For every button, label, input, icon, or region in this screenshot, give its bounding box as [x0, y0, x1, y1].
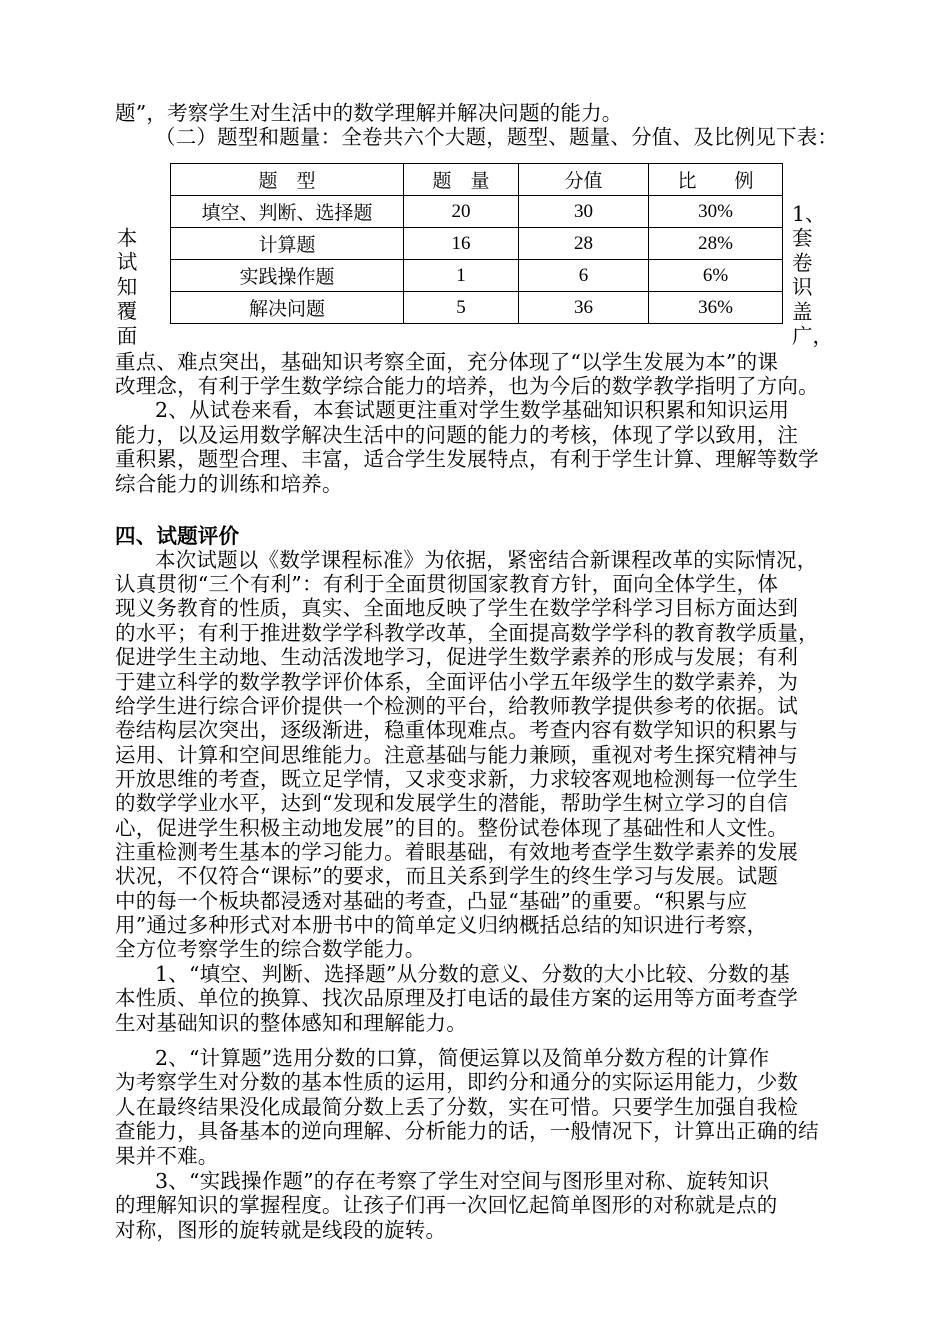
item1-line: 生对基础知识的整体感知和理解能力。 — [115, 1011, 467, 1035]
para-line: 用”通过多种形式对本册书中的简单定义归纳概括总结的知识进行考察， — [115, 913, 768, 937]
para-line: 状况，不仅符合“课标”的要求，而且关系到学生的终生学习与发展。试题 — [115, 864, 779, 888]
wrap-char: 套 — [792, 226, 813, 251]
wrap-left-column — [114, 226, 140, 348]
wrap-char: 1、 — [792, 202, 826, 226]
para-line: 全方位考察学生的综合数学能力。 — [115, 937, 426, 961]
wrap-char: 覆 — [116, 299, 138, 324]
para-line: 心，促进学生积极主动地发展”的目的。整份试卷体现了基础性和人文性。 — [115, 816, 789, 840]
score-table — [170, 163, 783, 324]
para-line: 本次试题以《数学课程标准》为依据，紧密结合新课程改革的实际情况， — [155, 548, 818, 572]
wrap-char: 面 — [116, 323, 138, 348]
header-count: 题 量 — [404, 164, 519, 196]
para-line: 于建立科学的数学教学评价体系，全面评估小学五年级学生的数学素养，为 — [115, 670, 799, 694]
cell-type: 实践操作题 — [171, 260, 404, 292]
item3-line: 3、“实践操作题”的存在考察了学生对空间与图形里对称、旋转知识 — [155, 1169, 770, 1193]
cell-score: 6 — [519, 260, 649, 292]
item2-line: 查能力，具备基本的逆向理解、分析能力的话，一般情况下，计算出正确的结 — [115, 1119, 819, 1143]
point2-line: 2、从试卷来看，本套试题更注重对学生数学基础知识积累和知识运用 — [155, 398, 790, 422]
para-line: 给学生进行综合评价提供一个检测的平台，给教师教学提供参考的依据。试 — [115, 694, 799, 718]
para-line: 的水平；有利于推进数学学科教学改革，全面提高数学学科的教育教学质量， — [115, 621, 819, 645]
para-line: 运用、计算和空间思维能力。注意基础与能力兼顾，重视对考生探究精神与 — [115, 743, 799, 767]
point2-line: 综合能力的训练和培养。 — [115, 472, 343, 496]
item2-line: 果并不难。 — [115, 1144, 219, 1168]
point1-line: 重点、难点突出，基础知识考察全面，充分体现了“以学生发展为本”的课 — [115, 350, 779, 374]
cell-ratio: 28% — [649, 228, 783, 260]
cell-count: 16 — [404, 228, 519, 260]
para-line: 卷结构层次突出，逐级渐进，稳重体现难点。考查内容有数学知识的积累与 — [115, 718, 799, 742]
item1-line: 1、“填空、判断、选择题”从分数的意义、分数的大小比较、分数的基 — [155, 962, 790, 986]
item1-line: 本性质、单位的换算、找次品原理及打电话的最佳方案的运用等方面考查学 — [115, 986, 799, 1010]
table-row — [171, 292, 783, 324]
cell-score: 30 — [519, 196, 649, 228]
wrap-char: 知 — [116, 274, 138, 299]
table-row — [171, 228, 783, 260]
intro-line-1: 题”，考察学生对生活中的数学理解并解决问题的能力。 — [115, 101, 623, 125]
cell-count: 5 — [404, 292, 519, 324]
item3-line: 的理解知识的掌握程度。让孩子们再一次回忆起简单图形的对称就是点的 — [115, 1193, 778, 1217]
point2-line: 重积累，题型合理、丰富，适合学生发展特点，有利于学生计算、理解等数学 — [115, 447, 819, 471]
cell-score: 28 — [519, 228, 649, 260]
para-line: 开放思维的考查，既立足学情，又求变求新，力求较客观地检测每一位学生 — [115, 767, 799, 791]
header-ratio: 比 例 — [649, 164, 783, 196]
para-line: 促进学生主动地、生动活泼地学习，促进学生数学素养的形成与发展；有利 — [115, 645, 799, 669]
cell-score: 36 — [519, 292, 649, 324]
para-line: 中的每一个板块都浸透对基础的考查，凸显“基础”的重要。“积累与应 — [115, 889, 748, 913]
point1-line: 改理念，有利于学生数学综合能力的培养，也为今后的数学教学指明了方向。 — [115, 374, 819, 398]
para-line: 认真贯彻“三个有利”：有利于全面贯彻国家教育方针，面向全体学生，体 — [115, 572, 779, 596]
para-line: 注重检测考生基本的学习能力。着眼基础，有效地考查学生数学素养的发展 — [115, 840, 799, 864]
table-row — [171, 260, 783, 292]
item2-line: 人在最终结果没化成最简分数上丢了分数，实在可惜。只要学生加强自我检 — [115, 1095, 799, 1119]
wrap-char: 卷 — [792, 250, 813, 275]
para-line: 现义务教育的性质，真实、全面地反映了学生在数学学科学习目标方面达到 — [115, 596, 799, 620]
cell-type: 计算题 — [171, 228, 404, 260]
cell-ratio: 36% — [649, 292, 783, 324]
wrap-right-column — [792, 202, 833, 349]
cell-ratio: 30% — [649, 196, 783, 228]
wrap-char: 盖 — [792, 299, 813, 324]
header-score: 分值 — [519, 164, 649, 196]
cell-count: 20 — [404, 196, 519, 228]
wrap-char: 识 — [792, 275, 813, 300]
cell-type: 解决问题 — [171, 292, 404, 324]
item2-line: 2、“计算题”选用分数的口算，简便运算以及简单分数方程的计算作 — [155, 1046, 770, 1070]
wrap-char: 试 — [116, 250, 138, 275]
para-line: 的数学学业水平，达到“发现和发展学生的潜能，帮助学生树立学习的自信 — [115, 791, 789, 815]
intro-line-2: （二）题型和题量：全卷共六个大题，题型、题量、分值、及比例见下表： — [155, 125, 839, 149]
section-heading: 四、试题评价 — [115, 524, 240, 548]
table-row — [171, 196, 783, 228]
cell-type: 填空、判断、选择题 — [171, 196, 404, 228]
item3-line: 对称，图形的旋转就是线段的旋转。 — [115, 1218, 447, 1242]
wrap-char: 本 — [116, 226, 138, 250]
wrap-char: 广， — [792, 324, 833, 349]
item2-line: 为考察学生对分数的基本性质的运用，即约分和通分的实际运用能力，少数 — [115, 1070, 799, 1094]
point2-line: 能力，以及运用数学解决生活中的问题的能力的考核，体现了学以致用，注 — [115, 423, 799, 447]
header-type: 题 型 — [171, 164, 404, 196]
cell-count: 1 — [404, 260, 519, 292]
table-header-row — [171, 164, 783, 196]
cell-ratio: 6% — [649, 260, 783, 292]
